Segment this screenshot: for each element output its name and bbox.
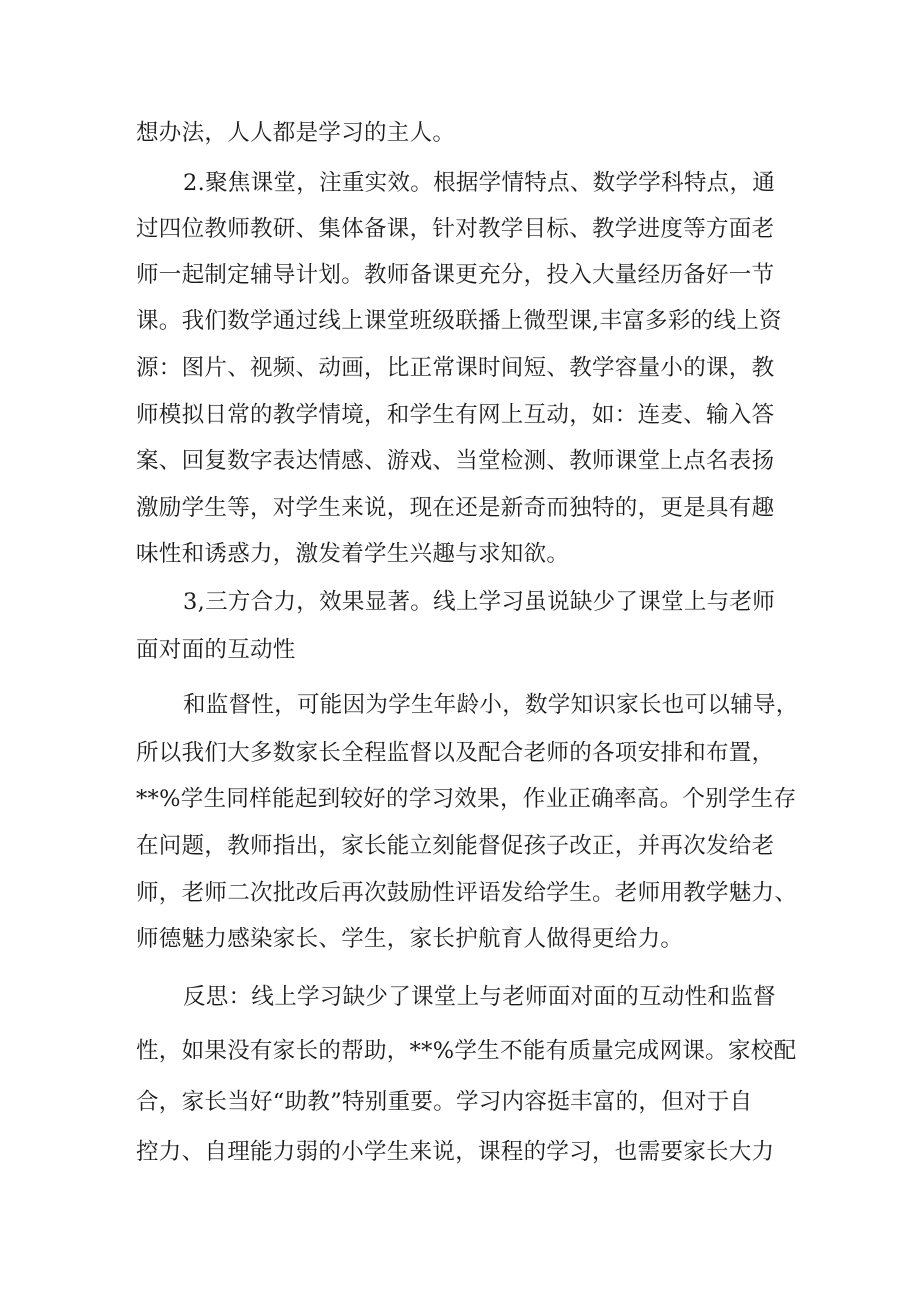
text-line-6: 源：图片、视频、动画，比正常课时间短、教学容量小的课，教	[136, 355, 775, 381]
text-line-15: **%学生同样能起到较好的学习效果，作业正确率高。个别学生存	[136, 786, 797, 812]
text-line-9: 激励学生等，对学生来说，现在还是新奇而独特的，更是具有趣	[136, 495, 775, 521]
text-line-17: 师，老师二次批改后再次鼓励性评语发给学生。老师用教学魅力、	[136, 880, 798, 906]
text-line-20: 性，如果没有家长的帮助，**%学生不能有质量完成网课。家校配	[136, 1038, 797, 1064]
text-line-7: 师模拟日常的教学情境，和学生有网上互动，如：连麦、输入答	[136, 402, 775, 428]
text-line-8: 案、回复数字表达情感、游戏、当堂检测、教师课堂上点名表扬	[136, 448, 775, 474]
text-line-10: 味性和诱惑力，激发着学生兴趣与求知欲。	[136, 541, 570, 567]
text-line-1: 想办法，人人都是学习的主人。	[136, 120, 456, 146]
text-line-22: 控力、自理能力弱的小学生来说，课程的学习，也需要家长大力	[136, 1139, 775, 1165]
text-line-21: 合，家长当好“助教”特别重要。学习内容挺丰富的，但对于自	[136, 1089, 753, 1115]
text-line-5: 课。我们数学通过线上课堂班级联播上微型课,丰富多彩的线上资	[136, 308, 782, 334]
text-line-18: 师德魅力感染家长、学生，家长护航育人做得更给力。	[136, 926, 684, 952]
text-line-11: 3,三方合力，效果显著。线上学习虽说缺少了课堂上与老师	[183, 589, 776, 615]
text-line-19: 反思：线上学习缺少了课堂上与老师面对面的互动性和监督	[183, 984, 776, 1010]
text-line-14: 所以我们大多数家长全程监督以及配合老师的各项安排和布置，	[136, 740, 775, 766]
text-line-12: 面对面的互动性	[136, 637, 296, 663]
text-line-4: 师一起制定辅导计划。教师备课更充分，投入大量经历备好一节	[136, 262, 775, 288]
text-line-3: 过四位教师教研、集体备课，针对教学目标、教学进度等方面老	[136, 216, 775, 242]
text-line-13: 和监督性，可能因为学生年龄小，数学知识家长也可以辅导，	[183, 692, 799, 718]
text-line-16: 在问题，教师指出，家长能立刻能督促孩子改正，并再次发给老	[136, 833, 775, 859]
text-line-2: 2.聚焦课堂，注重实效。根据学情特点、数学学科特点，通	[183, 170, 776, 196]
